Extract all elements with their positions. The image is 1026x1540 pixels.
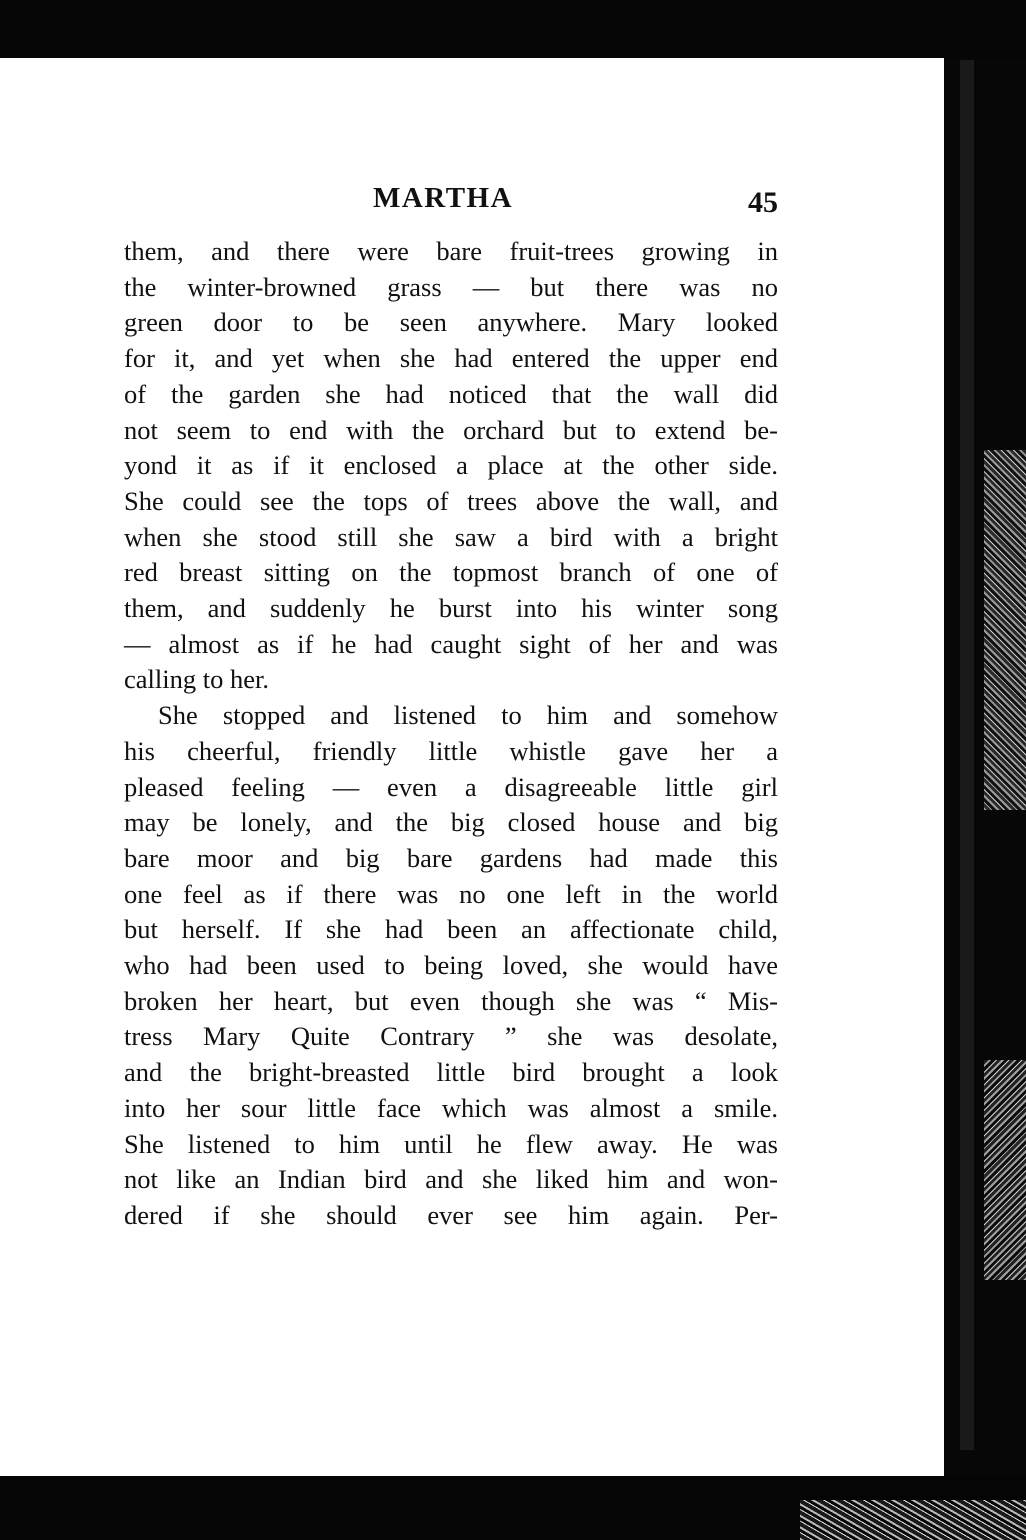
paragraph-1 — [124, 234, 778, 698]
text-line: into her sour little face which was almost a smile. — [124, 1092, 778, 1123]
text-line: green door to be seen anywhere. Mary looked — [124, 307, 778, 338]
text-line: dered if she should ever see him again. Per- — [124, 1199, 778, 1230]
text-line: She listened to him until he flew away. He was — [124, 1128, 778, 1159]
text-line: his cheerful, friendly little whistle gave her a — [124, 735, 778, 766]
text-line: She stopped and listened to him and somehow — [158, 700, 778, 731]
page-number: 45 — [748, 186, 778, 219]
text-line: of the garden she had noticed that the wall did — [124, 378, 778, 409]
scan-border-top — [0, 0, 1026, 58]
text-line: who had been used to being loved, she would have — [124, 950, 778, 981]
text-line: — almost as if he had caught sight of her and was — [124, 628, 778, 659]
text-line: not like an Indian bird and she liked him and won- — [124, 1164, 778, 1195]
text-line: may be lonely, and the big closed house and big — [124, 807, 778, 838]
text-line: them, and there were bare fruit-trees growing in — [124, 236, 778, 266]
scan-bottom-edge-texture — [800, 1500, 1026, 1540]
text-line: pleased feeling — even a disagreeable little girl — [124, 771, 778, 802]
scan-page-edge-texture-lower — [984, 1060, 1026, 1280]
text-line: for it, and yet when she had entered the upper end — [124, 343, 778, 374]
text-line: bare moor and big bare gardens had made this — [124, 842, 778, 873]
chapter-title: MARTHA — [372, 182, 514, 214]
scan-page-edge-texture — [984, 450, 1026, 810]
book-page — [124, 176, 778, 1234]
text-line: yond it as if it enclosed a place at the other side. — [124, 450, 778, 481]
text-line: one feel as if there was no one left in the world — [124, 878, 778, 909]
paragraph-2 — [124, 698, 778, 1234]
text-line: and the bright-breasted little bird brought a look — [124, 1057, 778, 1088]
text-line: broken her heart, but even though she was “ Mis- — [124, 985, 778, 1016]
text-line: red breast sitting on the topmost branch of one of — [124, 557, 778, 588]
text-line: when she stood still she saw a bird with a bright — [124, 521, 778, 552]
text-line: but herself. If she had been an affectionate child, — [124, 914, 778, 945]
scan-gutter-shadow — [960, 60, 974, 1450]
text-line: tress Mary Quite Contrary ” she was desolate, — [124, 1021, 778, 1052]
text-line: calling to her. — [124, 664, 269, 695]
text-line: not seem to end with the orchard but to extend be- — [124, 414, 778, 445]
text-line: the winter-browned grass — but there was no — [124, 271, 778, 302]
text-line: She could see the tops of trees above the wall, and — [124, 485, 778, 516]
running-head — [124, 176, 778, 234]
text-line: them, and suddenly he burst into his winter song — [124, 593, 778, 624]
